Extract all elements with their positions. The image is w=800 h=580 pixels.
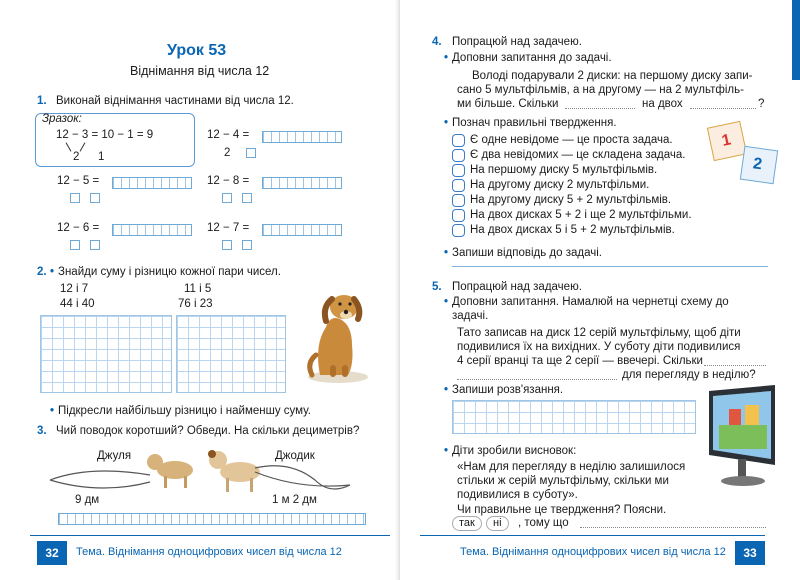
pair-2: 11 і 5 bbox=[184, 283, 212, 295]
task4-sub1: Доповни запитання до задачі. bbox=[452, 52, 612, 64]
answer-grid[interactable] bbox=[262, 224, 342, 236]
problem-line-3c: ? bbox=[758, 98, 765, 110]
answer-grid[interactable] bbox=[112, 224, 192, 236]
bullet: • bbox=[444, 384, 449, 396]
disc-box-1-icon: 1 bbox=[707, 121, 747, 161]
problem-line-3a: ми більше. Скільки bbox=[457, 98, 559, 110]
tv-illustration bbox=[705, 385, 780, 495]
dog2-name: Джодик bbox=[275, 450, 315, 462]
answer-grid[interactable] bbox=[262, 177, 342, 189]
problem5-line-2: подивилися їх на вихідних. У суботу діти подивилися bbox=[457, 341, 741, 353]
sample-label: Зразок: bbox=[42, 113, 82, 125]
statement-6: На двох дисках 5 + 2 і ще 2 мультфільми. bbox=[470, 209, 692, 221]
answer-cell[interactable] bbox=[90, 240, 100, 250]
task1-number: 1. bbox=[37, 95, 47, 107]
underline-bullet: • bbox=[50, 405, 55, 417]
task5-number: 5. bbox=[432, 281, 442, 293]
task1-text: Виконай віднімання частинами від числа 12. bbox=[56, 95, 294, 107]
dog1-name: Джуля bbox=[97, 450, 132, 462]
task3-answer-grid[interactable] bbox=[58, 513, 366, 525]
answer-cell[interactable] bbox=[246, 148, 256, 158]
pair-4: 76 і 23 bbox=[178, 298, 213, 310]
statement-checkbox[interactable] bbox=[452, 179, 465, 192]
problem-line-3b: на двох bbox=[642, 98, 683, 110]
statement-2: Є два невідомих — це складена задача. bbox=[470, 149, 686, 161]
bullet: • bbox=[444, 445, 449, 457]
answer-cell[interactable] bbox=[242, 240, 252, 250]
bullet: • bbox=[444, 247, 449, 259]
exercise-12-8: 12 − 8 = bbox=[207, 175, 250, 187]
page-edge-tab bbox=[792, 0, 800, 80]
task5-sub3: Діти зробили висновок: bbox=[452, 445, 577, 457]
answer-line[interactable] bbox=[452, 266, 768, 267]
fill-line[interactable] bbox=[565, 108, 635, 109]
statement-checkbox[interactable] bbox=[452, 164, 465, 177]
exercise-12-6: 12 − 6 = bbox=[57, 222, 100, 234]
statement-5: На другому диску 5 + 2 мультфільмів. bbox=[470, 194, 672, 206]
exercise-12-5: 12 − 5 = bbox=[57, 175, 100, 187]
answer-yes[interactable]: так bbox=[452, 516, 482, 531]
answer-cell[interactable] bbox=[90, 193, 100, 203]
bullet: • bbox=[444, 52, 449, 64]
lesson-title: Урок 53 bbox=[167, 42, 227, 59]
footer-line bbox=[420, 535, 765, 536]
task3-number: 3. bbox=[37, 425, 47, 437]
answer-cell[interactable] bbox=[70, 193, 80, 203]
fill-line[interactable] bbox=[690, 108, 756, 109]
problem-line-1: Володі подарували 2 диски: на першому диску запи- bbox=[472, 70, 753, 82]
because-text: , тому що bbox=[518, 517, 569, 529]
answer-cell[interactable] bbox=[222, 240, 232, 250]
leash2-length: 1 м 2 дм bbox=[272, 494, 317, 506]
fill-line[interactable] bbox=[580, 527, 766, 528]
task5-sub1: Доповни запитання. Намалюй на чернетці схему до bbox=[452, 296, 729, 308]
task2-underline-text: Підкресли найбільшу різницю і найменшу суму. bbox=[58, 405, 311, 417]
bullet: • bbox=[444, 296, 449, 308]
sample-part-2: 1 bbox=[98, 151, 105, 163]
statement-checkbox[interactable] bbox=[452, 134, 465, 147]
task5-text: Попрацюй над задачею. bbox=[452, 281, 582, 293]
exercise-12-7: 12 − 7 = bbox=[207, 222, 250, 234]
quote-line-3: подивилися в суботу». bbox=[457, 489, 578, 501]
statement-7: На двох дисках 5 і 5 + 2 мультфільмів. bbox=[470, 224, 675, 236]
page-number: 33 bbox=[735, 541, 765, 565]
statement-4: На другому диску 2 мультфільми. bbox=[470, 179, 650, 191]
task4-sub3: Запиши відповідь до задачі. bbox=[452, 247, 602, 259]
task3-text: Чий поводок коротший? Обведи. На скільки дециметрів? bbox=[56, 425, 360, 437]
page-number: 32 bbox=[37, 541, 67, 565]
pair-3: 44 і 40 bbox=[60, 298, 95, 310]
task2-bullet: • bbox=[50, 266, 55, 278]
right-page bbox=[400, 0, 800, 580]
statement-checkbox[interactable] bbox=[452, 194, 465, 207]
answer-no[interactable]: ні bbox=[486, 516, 509, 531]
footer-topic: Тема. Віднімання одноцифрових чисел від числа 12 bbox=[460, 546, 726, 558]
leash1-length: 9 дм bbox=[75, 494, 100, 506]
footer-topic: Тема. Віднімання одноцифрових чисел від числа 12 bbox=[76, 546, 342, 558]
statement-checkbox[interactable] bbox=[452, 224, 465, 237]
task5-sub1b: задачі. bbox=[452, 310, 489, 322]
fill-line[interactable] bbox=[457, 379, 617, 380]
task4-number: 4. bbox=[432, 36, 442, 48]
footer-line bbox=[30, 535, 390, 536]
work-grid-left[interactable] bbox=[40, 315, 172, 393]
problem5-line-4: для перегляду в неділю? bbox=[622, 369, 756, 381]
answer-cell[interactable] bbox=[70, 240, 80, 250]
disc-box-2-icon: 2 bbox=[740, 146, 778, 184]
bullet: • bbox=[444, 117, 449, 129]
problem5-line-1: Тато записав на диск 12 серій мультфільму, щоб діти bbox=[457, 327, 741, 339]
quote-line-1: «Нам для перегляду в неділю залишилося bbox=[457, 461, 686, 473]
answer-cell[interactable] bbox=[222, 193, 232, 203]
statement-checkbox[interactable] bbox=[452, 149, 465, 162]
task5-sub2: Запиши розв'язання. bbox=[452, 384, 564, 396]
lesson-subtitle: Віднімання від числа 12 bbox=[130, 64, 270, 78]
answer-grid[interactable] bbox=[262, 131, 342, 143]
statement-checkbox[interactable] bbox=[452, 209, 465, 222]
statement-1: Є одне невідоме — це проста задача. bbox=[470, 134, 673, 146]
fill-line[interactable] bbox=[704, 365, 766, 366]
sample-expression: 12 − 3 = 10 − 1 = 9 bbox=[56, 129, 154, 141]
exercise-part: 2 bbox=[224, 147, 231, 159]
answer-cell[interactable] bbox=[242, 193, 252, 203]
quote-line-2: стільки ж серій мультфільму, скільки ми bbox=[457, 475, 669, 487]
statement-3: На першому диску 5 мультфільмів. bbox=[470, 164, 658, 176]
problem-line-2: сано 5 мультфільмів, а на другому — на 2 мультфіль- bbox=[457, 84, 744, 96]
exercise-12-4: 12 − 4 = bbox=[207, 129, 250, 141]
task4-sub2: Познач правильні твердження. bbox=[452, 117, 617, 129]
task5-question: Чи правильне це твердження? Поясни. bbox=[457, 504, 667, 516]
answer-grid[interactable] bbox=[112, 177, 192, 189]
solution-grid[interactable] bbox=[452, 400, 696, 434]
problem5-line-3: 4 серії вранці та ще 2 серії — ввечері. Скільки bbox=[457, 355, 703, 367]
pair-1: 12 і 7 bbox=[60, 283, 89, 295]
task2-number: 2. bbox=[37, 266, 47, 278]
sample-part-1: 2 bbox=[73, 151, 80, 163]
task4-text: Попрацюй над задачею. bbox=[452, 36, 582, 48]
sitting-dog-illustration bbox=[300, 285, 375, 385]
work-grid-right[interactable] bbox=[176, 315, 286, 393]
task2-text: Знайди суму і різницю кожної пари чисел. bbox=[58, 266, 281, 278]
